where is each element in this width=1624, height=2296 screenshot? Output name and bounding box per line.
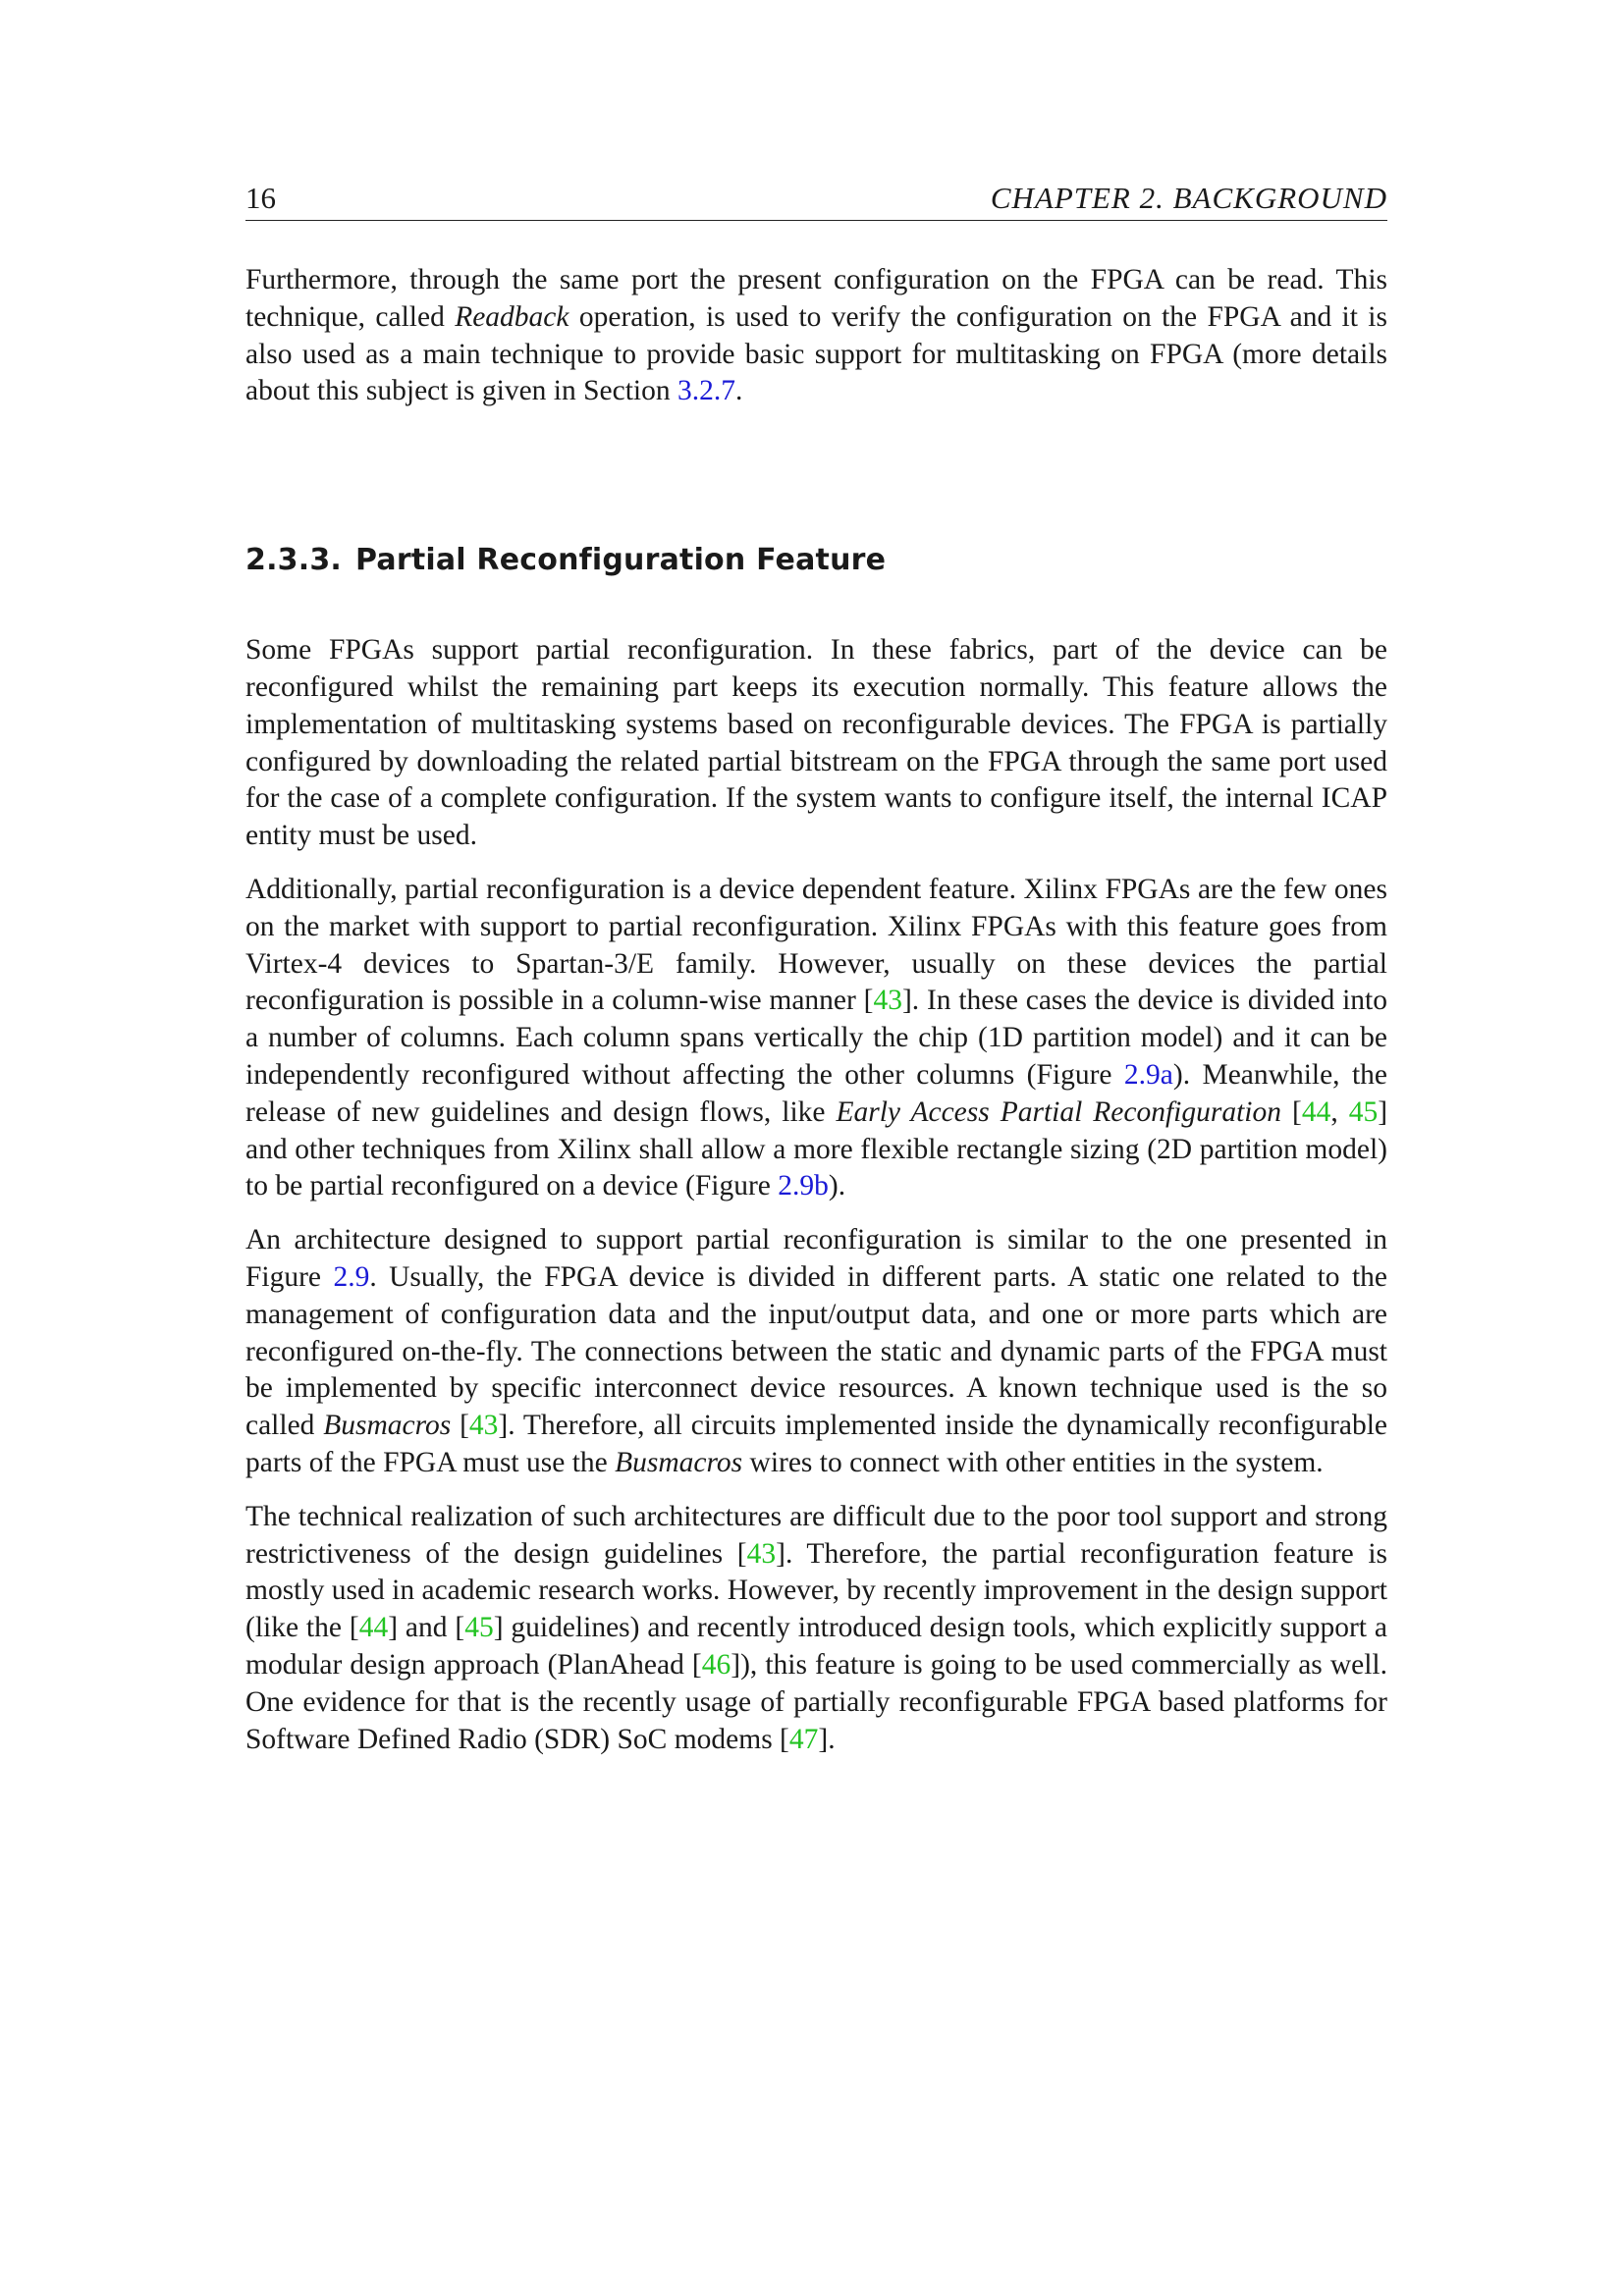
text-run: ). (828, 1170, 846, 1202)
text-run: Furthermore, through the same port the present configuration on the FPGA can be read. This technique, called (245, 264, 1387, 333)
paragraph-readback (245, 262, 1387, 410)
citation-44[interactable]: 44 (1301, 1095, 1331, 1128)
paragraph-technical-realization (245, 1499, 1387, 1759)
text-run: The technical realization of such architectures are difficult due to the poor tool support and strong restrictiveness of the design guidelines [ (245, 1500, 1387, 1570)
figure-link-2-9b[interactable]: 2.9b (778, 1170, 829, 1202)
text-run: Additionally, partial reconfiguration is a device dependent feature. Xilinx FPGAs are the few ones on the market with support to partial reconfiguration. Xilinx FPGAs with this feature goes from Virtex-4 devices to Spartan-3/E family. However, usually on these devices the partial reconfiguration is possible in a column-wise manner [ (245, 873, 1387, 1017)
emphasis-busmacros: Busmacros (615, 1446, 743, 1478)
chapter-title: CHAPTER 2. BACKGROUND (990, 181, 1387, 215)
text-run: wires to connect with other entities in the system. (742, 1446, 1324, 1478)
citation-44[interactable]: 44 (358, 1612, 389, 1644)
text-run: ]. (818, 1723, 836, 1755)
text-run: ] and [ (388, 1612, 465, 1644)
section-title-text: Partial Reconfiguration Feature (355, 543, 887, 578)
text-run: An architecture designed to support partial reconfiguration is similar to the one presented in Figure (245, 1224, 1387, 1293)
citation-43[interactable]: 43 (468, 1410, 499, 1442)
emphasis-busmacros: Busmacros (323, 1410, 452, 1442)
section-number: 2.3.3. (245, 543, 343, 578)
emphasis-readback: Readback (455, 300, 569, 333)
citation-43[interactable]: 43 (873, 985, 902, 1017)
text-run: ] and other techniques from Xilinx shall allow a more flexible rectangle sizing (2D partition model) to be partial reconfigured on a device (Figure (245, 1095, 1388, 1202)
section-link-3-2-7[interactable]: 3.2.7 (677, 375, 735, 407)
figure-link-2-9[interactable]: 2.9 (333, 1260, 370, 1293)
section-heading (245, 543, 1387, 577)
paragraph-partial-reconfig-intro: Some FPGAs support partial reconfiguration. In these fabrics, part of the device can be reconfigured whilst the remaining part keeps its execution normally. This feature allows the implementation of multitasking systems based on reconfigurable devices. The FPGA is partially configured by downloading the related partial bitstream on the FPGA through the same port used for the case of a complete configuration. If the system wants to configure itself, the internal ICAP entity must be used. (245, 634, 1387, 852)
text-run: ]. Therefore, all circuits implemented inside the dynamically reconfigurable parts of the FPGA must use the (245, 1410, 1387, 1478)
text-run: ]. In these cases the device is divided into a number of columns. Each column spans vertically the chip (1D partition model) and it can be independently reconfigured without affecting the other columns (Figure (245, 985, 1387, 1091)
paragraph-device-dependent (245, 872, 1387, 1205)
citation-45[interactable]: 45 (464, 1612, 494, 1644)
text-run: [ (1281, 1095, 1302, 1128)
text-run: [ (451, 1410, 469, 1442)
citation-46[interactable]: 46 (701, 1648, 731, 1681)
text-run: ). Meanwhile, the release of new guidelines and design flows, like (245, 1058, 1387, 1128)
text-run: . (735, 375, 743, 407)
text-run: . Usually, the FPGA device is divided in different parts. A static one related to the management of configuration data and the input/output data, and one or more parts which are reconfigured on-the-fly. The connections between the static and dynamic parts of the FPGA must be implemented by specific interconnect device resources. A known technique used is the so called (245, 1260, 1387, 1442)
citation-43[interactable]: 43 (746, 1537, 777, 1570)
text-run: ]. Therefore, the partial reconfiguration feature is mostly used in academic research works. However, by recently improvement in the design support (like the [ (245, 1537, 1387, 1644)
text-run: ] guidelines) and recently introduced design tools, which explicitly support a modular design approach (PlanAhead [ (245, 1612, 1387, 1681)
body-text (245, 262, 1387, 1758)
citation-47[interactable]: 47 (788, 1723, 819, 1755)
page (245, 179, 1387, 1758)
running-header (245, 179, 1387, 221)
page-number: 16 (245, 181, 276, 215)
text-run: ]), this feature is going to be used commercially as well. One evidence for that is the recently usage of partially reconfigurable FPGA based platforms for Software Defined Radio (SDR) SoC modems [ (245, 1648, 1387, 1755)
text-run: operation, is used to verify the configuration on the FPGA and it is also used as a main technique to provide basic support for multitasking on FPGA (more details about this subject is given in Section (245, 300, 1387, 407)
citation-45[interactable]: 45 (1348, 1095, 1379, 1128)
emphasis-early-access: Early Access Partial Reconfiguration (836, 1095, 1282, 1128)
text-run: , (1330, 1095, 1349, 1128)
paragraph-architecture (245, 1222, 1387, 1482)
figure-link-2-9a[interactable]: 2.9a (1123, 1058, 1173, 1091)
